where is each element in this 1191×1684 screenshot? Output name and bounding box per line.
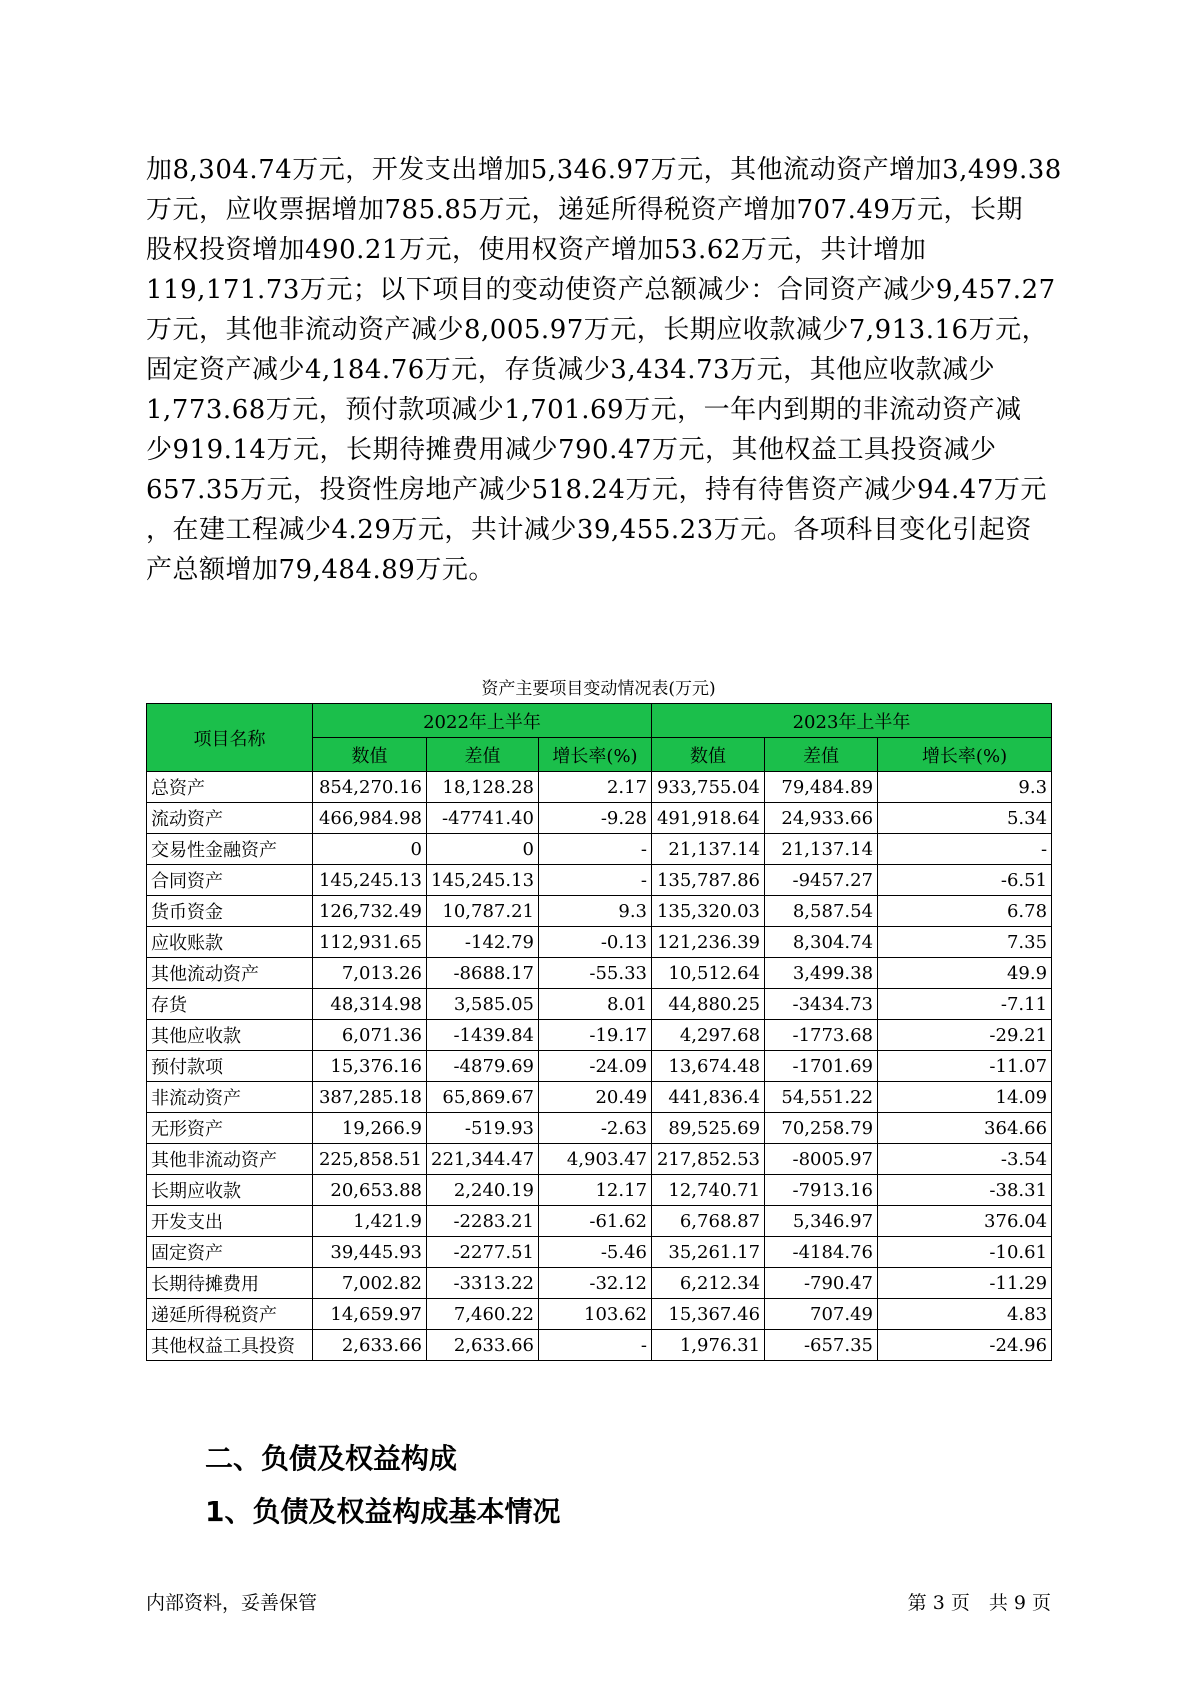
diff-2022-cell: 18,128.28 [427, 772, 539, 803]
paragraph-line: 产总额增加79,484.89万元。 [146, 555, 495, 585]
value-2023-cell: 6,768.87 [652, 1206, 765, 1237]
value-2022-cell: 0 [313, 834, 427, 865]
column-header-period-2022: 2022年上半年 [313, 704, 652, 738]
table-row [147, 1144, 1052, 1175]
table-row [147, 1020, 1052, 1051]
body-paragraph [146, 150, 1062, 590]
value-2023-cell: 89,525.69 [652, 1113, 765, 1144]
growth-2022-cell: - [539, 834, 652, 865]
growth-2023-cell: - [878, 834, 1052, 865]
table-row [147, 1299, 1052, 1330]
table-row [147, 772, 1052, 803]
paragraph-line: ，在建工程减少4.29万元，共计减少39,455.23万元。各项科目变化引起资 [146, 515, 1032, 545]
item-name-cell: 其他流动资产 [147, 958, 313, 989]
value-2022-cell: 15,376.16 [313, 1051, 427, 1082]
column-header-diff-2023: 差值 [765, 738, 878, 772]
item-name-cell: 应收账款 [147, 927, 313, 958]
value-2023-cell: 441,836.4 [652, 1082, 765, 1113]
item-name-cell: 交易性金融资产 [147, 834, 313, 865]
diff-2023-cell: -657.35 [765, 1330, 878, 1361]
value-2023-cell: 1,976.31 [652, 1330, 765, 1361]
value-2023-cell: 12,740.71 [652, 1175, 765, 1206]
footer-confidential-note: 内部资料，妥善保管 [146, 1592, 318, 1614]
growth-2022-cell: 20.49 [539, 1082, 652, 1113]
assets-change-table [146, 703, 1052, 1361]
growth-2023-cell: -11.07 [878, 1051, 1052, 1082]
value-2023-cell: 6,212.34 [652, 1268, 765, 1299]
table-row [147, 927, 1052, 958]
growth-2023-cell: 7.35 [878, 927, 1052, 958]
paragraph-line: 少919.14万元，长期待摊费用减少790.47万元，其他权益工具投资减少 [146, 435, 997, 465]
growth-2022-cell: -24.09 [539, 1051, 652, 1082]
table-row [147, 1268, 1052, 1299]
growth-2023-cell: 6.78 [878, 896, 1052, 927]
growth-2023-cell: -10.61 [878, 1237, 1052, 1268]
growth-2023-cell: 5.34 [878, 803, 1052, 834]
value-2022-cell: 466,984.98 [313, 803, 427, 834]
growth-2022-cell: -55.33 [539, 958, 652, 989]
diff-2022-cell: 2,240.19 [427, 1175, 539, 1206]
growth-2022-cell: - [539, 1330, 652, 1361]
table-row [147, 1330, 1052, 1361]
column-header-growth-2023: 增长率(%) [878, 738, 1052, 772]
diff-2023-cell: -8005.97 [765, 1144, 878, 1175]
diff-2023-cell: 24,933.66 [765, 803, 878, 834]
paragraph-line: 119,171.73万元；以下项目的变动使资产总额减少：合同资产减少9,457.27 [146, 275, 1056, 305]
growth-2022-cell: 12.17 [539, 1175, 652, 1206]
item-name-cell: 递延所得税资产 [147, 1299, 313, 1330]
diff-2023-cell: 5,346.97 [765, 1206, 878, 1237]
value-2022-cell: 39,445.93 [313, 1237, 427, 1268]
growth-2022-cell: -2.63 [539, 1113, 652, 1144]
table-caption: 资产主要项目变动情况表(万元) [481, 679, 716, 699]
value-2023-cell: 13,674.48 [652, 1051, 765, 1082]
paragraph-line: 1,773.68万元，预付款项减少1,701.69万元，一年内到期的非流动资产减 [146, 395, 1022, 425]
diff-2022-cell: -8688.17 [427, 958, 539, 989]
item-name-cell: 长期应收款 [147, 1175, 313, 1206]
paragraph-line: 股权投资增加490.21万元，使用权资产增加53.62万元，共计增加 [146, 235, 927, 265]
table-row [147, 1113, 1052, 1144]
diff-2022-cell: -519.93 [427, 1113, 539, 1144]
growth-2022-cell: 8.01 [539, 989, 652, 1020]
value-2023-cell: 135,320.03 [652, 896, 765, 927]
item-name-cell: 货币资金 [147, 896, 313, 927]
value-2022-cell: 48,314.98 [313, 989, 427, 1020]
value-2022-cell: 1,421.9 [313, 1206, 427, 1237]
growth-2022-cell: 103.62 [539, 1299, 652, 1330]
value-2023-cell: 121,236.39 [652, 927, 765, 958]
diff-2022-cell: 3,585.05 [427, 989, 539, 1020]
diff-2022-cell: 145,245.13 [427, 865, 539, 896]
item-name-cell: 合同资产 [147, 865, 313, 896]
diff-2023-cell: -1701.69 [765, 1051, 878, 1082]
growth-2022-cell: -5.46 [539, 1237, 652, 1268]
table-row [147, 1237, 1052, 1268]
value-2022-cell: 19,266.9 [313, 1113, 427, 1144]
growth-2023-cell: -7.11 [878, 989, 1052, 1020]
value-2022-cell: 225,858.51 [313, 1144, 427, 1175]
growth-2022-cell: 9.3 [539, 896, 652, 927]
item-name-cell: 总资产 [147, 772, 313, 803]
item-name-cell: 固定资产 [147, 1237, 313, 1268]
column-header-diff-2022: 差值 [427, 738, 539, 772]
diff-2023-cell: -1773.68 [765, 1020, 878, 1051]
value-2022-cell: 7,002.82 [313, 1268, 427, 1299]
diff-2022-cell: 7,460.22 [427, 1299, 539, 1330]
table-body [147, 772, 1052, 1361]
growth-2023-cell: 9.3 [878, 772, 1052, 803]
footer-page-number: 第 3 页 共 9 页 [907, 1592, 1051, 1614]
diff-2022-cell: -4879.69 [427, 1051, 539, 1082]
value-2022-cell: 126,732.49 [313, 896, 427, 927]
value-2023-cell: 10,512.64 [652, 958, 765, 989]
growth-2023-cell: 376.04 [878, 1206, 1052, 1237]
table-row [147, 896, 1052, 927]
diff-2022-cell: 10,787.21 [427, 896, 539, 927]
column-header-period-2023: 2023年上半年 [652, 704, 1052, 738]
table-row [147, 834, 1052, 865]
growth-2022-cell: 4,903.47 [539, 1144, 652, 1175]
diff-2023-cell: 3,499.38 [765, 958, 878, 989]
diff-2022-cell: -2283.21 [427, 1206, 539, 1237]
growth-2022-cell: -0.13 [539, 927, 652, 958]
paragraph-line: 加8,304.74万元，开发支出增加5,346.97万元，其他流动资产增加3,499.38 [146, 155, 1062, 185]
diff-2023-cell: 8,304.74 [765, 927, 878, 958]
table-row [147, 1206, 1052, 1237]
subsection-heading: 1、负债及权益构成基本情况 [205, 1495, 561, 1528]
item-name-cell: 开发支出 [147, 1206, 313, 1237]
item-name-cell: 预付款项 [147, 1051, 313, 1082]
value-2022-cell: 112,931.65 [313, 927, 427, 958]
diff-2023-cell: -3434.73 [765, 989, 878, 1020]
value-2022-cell: 387,285.18 [313, 1082, 427, 1113]
item-name-cell: 流动资产 [147, 803, 313, 834]
diff-2023-cell: -4184.76 [765, 1237, 878, 1268]
growth-2023-cell: -38.31 [878, 1175, 1052, 1206]
growth-2023-cell: 4.83 [878, 1299, 1052, 1330]
table-row [147, 1175, 1052, 1206]
value-2022-cell: 6,071.36 [313, 1020, 427, 1051]
diff-2023-cell: -7913.16 [765, 1175, 878, 1206]
item-name-cell: 存货 [147, 989, 313, 1020]
section-heading: 二、负债及权益构成 [205, 1442, 458, 1475]
diff-2023-cell: -790.47 [765, 1268, 878, 1299]
diff-2023-cell: -9457.27 [765, 865, 878, 896]
diff-2022-cell: -47741.40 [427, 803, 539, 834]
diff-2022-cell: -1439.84 [427, 1020, 539, 1051]
table-row [147, 1051, 1052, 1082]
growth-2022-cell: -9.28 [539, 803, 652, 834]
item-name-cell: 非流动资产 [147, 1082, 313, 1113]
growth-2023-cell: -11.29 [878, 1268, 1052, 1299]
table-row [147, 803, 1052, 834]
diff-2022-cell: -3313.22 [427, 1268, 539, 1299]
value-2022-cell: 7,013.26 [313, 958, 427, 989]
value-2022-cell: 2,633.66 [313, 1330, 427, 1361]
column-header-value-2023: 数值 [652, 738, 765, 772]
column-header-value-2022: 数值 [313, 738, 427, 772]
growth-2022-cell: -32.12 [539, 1268, 652, 1299]
value-2022-cell: 854,270.16 [313, 772, 427, 803]
value-2023-cell: 35,261.17 [652, 1237, 765, 1268]
diff-2023-cell: 54,551.22 [765, 1082, 878, 1113]
table-header-row-1 [147, 704, 1052, 738]
diff-2023-cell: 707.49 [765, 1299, 878, 1330]
growth-2023-cell: -3.54 [878, 1144, 1052, 1175]
item-name-cell: 其他权益工具投资 [147, 1330, 313, 1361]
growth-2023-cell: 14.09 [878, 1082, 1052, 1113]
growth-2022-cell: 2.17 [539, 772, 652, 803]
value-2023-cell: 15,367.46 [652, 1299, 765, 1330]
diff-2022-cell: -142.79 [427, 927, 539, 958]
growth-2022-cell: -61.62 [539, 1206, 652, 1237]
value-2023-cell: 135,787.86 [652, 865, 765, 896]
diff-2023-cell: 79,484.89 [765, 772, 878, 803]
table-row [147, 1082, 1052, 1113]
value-2022-cell: 145,245.13 [313, 865, 427, 896]
item-name-cell: 其他非流动资产 [147, 1144, 313, 1175]
diff-2022-cell: -2277.51 [427, 1237, 539, 1268]
item-name-cell: 其他应收款 [147, 1020, 313, 1051]
value-2023-cell: 21,137.14 [652, 834, 765, 865]
item-name-cell: 长期待摊费用 [147, 1268, 313, 1299]
paragraph-line: 万元，应收票据增加785.85万元，递延所得税资产增加707.49万元，长期 [146, 195, 1023, 225]
value-2023-cell: 44,880.25 [652, 989, 765, 1020]
diff-2023-cell: 70,258.79 [765, 1113, 878, 1144]
diff-2023-cell: 21,137.14 [765, 834, 878, 865]
diff-2022-cell: 221,344.47 [427, 1144, 539, 1175]
value-2022-cell: 20,653.88 [313, 1175, 427, 1206]
growth-2022-cell: -19.17 [539, 1020, 652, 1051]
growth-2022-cell: - [539, 865, 652, 896]
table-row [147, 989, 1052, 1020]
value-2023-cell: 217,852.53 [652, 1144, 765, 1175]
growth-2023-cell: 49.9 [878, 958, 1052, 989]
column-header-growth-2022: 增长率(%) [539, 738, 652, 772]
table-row [147, 958, 1052, 989]
growth-2023-cell: -29.21 [878, 1020, 1052, 1051]
paragraph-line: 固定资产减少4,184.76万元，存货减少3,434.73万元，其他应收款减少 [146, 355, 996, 385]
value-2022-cell: 14,659.97 [313, 1299, 427, 1330]
value-2023-cell: 4,297.68 [652, 1020, 765, 1051]
diff-2022-cell: 0 [427, 834, 539, 865]
diff-2022-cell: 65,869.67 [427, 1082, 539, 1113]
growth-2023-cell: -24.96 [878, 1330, 1052, 1361]
diff-2023-cell: 8,587.54 [765, 896, 878, 927]
column-header-item-name: 项目名称 [147, 704, 313, 772]
item-name-cell: 无形资产 [147, 1113, 313, 1144]
value-2023-cell: 933,755.04 [652, 772, 765, 803]
diff-2022-cell: 2,633.66 [427, 1330, 539, 1361]
growth-2023-cell: -6.51 [878, 865, 1052, 896]
growth-2023-cell: 364.66 [878, 1113, 1052, 1144]
table-row [147, 865, 1052, 896]
paragraph-line: 万元，其他非流动资产减少8,005.97万元，长期应收款减少7,913.16万元， [146, 315, 1049, 345]
paragraph-line: 657.35万元，投资性房地产减少518.24万元，持有待售资产减少94.47万元 [146, 475, 1047, 505]
value-2023-cell: 491,918.64 [652, 803, 765, 834]
